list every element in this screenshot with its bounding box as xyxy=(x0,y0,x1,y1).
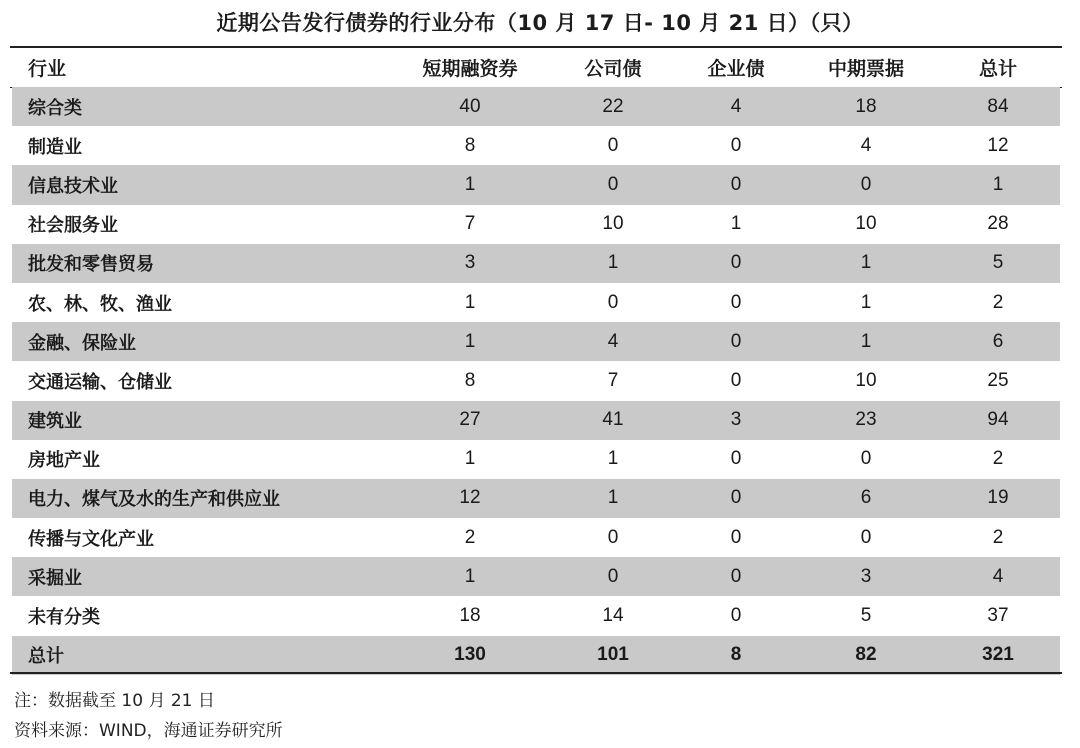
industry-cell: 农、林、牧、渔业 xyxy=(28,293,172,315)
industry-cell: 传播与文化产业 xyxy=(28,528,154,550)
value-cell: 0 xyxy=(607,134,619,156)
value-cell: 8 xyxy=(464,369,476,391)
total-label-cell: 总计 xyxy=(12,636,390,675)
value-cell: 94 xyxy=(936,401,1060,440)
table-row xyxy=(12,401,1060,440)
table-row xyxy=(12,518,1060,557)
value-cell: 12 xyxy=(390,479,550,518)
value-cell: 10 xyxy=(602,213,624,235)
bottom-rule xyxy=(10,672,1062,674)
value-cell: 84 xyxy=(936,87,1060,126)
value-cell: 0 xyxy=(550,165,676,204)
value-cell: 1 xyxy=(390,557,550,596)
value-cell: 3 xyxy=(796,557,936,596)
value-cell: 1 xyxy=(390,322,550,361)
value-cell: 0 xyxy=(676,479,796,518)
value-cell: 3 xyxy=(676,401,796,440)
value-cell: 0 xyxy=(730,291,742,313)
value-cell: 0 xyxy=(730,605,742,627)
value-cell: 1 xyxy=(730,213,742,235)
industry-cell: 电力、煤气及水的生产和供应业 xyxy=(12,479,390,518)
value-cell: 0 xyxy=(676,165,796,204)
table-row xyxy=(12,596,1060,635)
total-value-cell: 101 xyxy=(550,636,676,675)
value-cell: 5 xyxy=(936,244,1060,283)
value-cell: 14 xyxy=(602,605,624,627)
table-row xyxy=(12,479,1060,518)
table-row xyxy=(12,361,1060,400)
total-value-cell: 130 xyxy=(390,636,550,675)
industry-cell: 金融、保险业 xyxy=(12,322,390,361)
industry-distribution-table xyxy=(12,48,1060,675)
date-note: 注：数据截至 10 月 21 日 xyxy=(14,691,215,711)
table-row xyxy=(12,557,1060,596)
value-cell: 0 xyxy=(730,369,742,391)
value-cell: 28 xyxy=(987,213,1009,235)
value-cell: 1 xyxy=(390,165,550,204)
value-cell: 19 xyxy=(936,479,1060,518)
value-cell: 23 xyxy=(796,401,936,440)
industry-cell: 批发和零售贸易 xyxy=(12,244,390,283)
value-cell: 1 xyxy=(464,291,476,313)
industry-cell: 制造业 xyxy=(28,136,82,158)
value-cell: 1 xyxy=(936,165,1060,204)
value-cell: 1 xyxy=(607,448,619,470)
table-row xyxy=(12,283,1060,322)
industry-cell: 社会服务业 xyxy=(28,215,118,237)
value-cell: 0 xyxy=(860,526,872,548)
col-header-industry: 行业 xyxy=(28,58,67,80)
value-cell: 4 xyxy=(936,557,1060,596)
industry-cell: 未有分类 xyxy=(28,607,100,629)
industry-cell: 建筑业 xyxy=(12,401,390,440)
value-cell: 0 xyxy=(607,526,619,548)
value-cell: 25 xyxy=(987,369,1009,391)
table-row xyxy=(12,205,1060,244)
value-cell: 4 xyxy=(550,322,676,361)
value-cell: 1 xyxy=(796,322,936,361)
value-cell: 4 xyxy=(860,134,872,156)
value-cell: 1 xyxy=(860,291,872,313)
industry-cell: 房地产业 xyxy=(28,450,100,472)
value-cell: 5 xyxy=(860,605,872,627)
table-title: 近期公告发行债券的行业分布（10 月 17 日- 10 月 21 日）（只） xyxy=(216,11,864,35)
table-row xyxy=(12,322,1060,361)
value-cell: 0 xyxy=(730,448,742,470)
value-cell: 12 xyxy=(987,134,1009,156)
value-cell: 0 xyxy=(676,244,796,283)
value-cell: 10 xyxy=(855,213,877,235)
col-header-medium-term-note: 中期票据 xyxy=(827,58,904,80)
header-row xyxy=(12,48,1060,87)
value-cell: 6 xyxy=(936,322,1060,361)
value-cell: 6 xyxy=(796,479,936,518)
table-row xyxy=(12,440,1060,479)
total-value-cell: 321 xyxy=(936,636,1060,675)
value-cell: 2 xyxy=(992,448,1004,470)
col-header-corporate-bond: 公司债 xyxy=(584,58,642,80)
value-cell: 8 xyxy=(464,134,476,156)
industry-cell: 信息技术业 xyxy=(12,165,390,204)
col-header-total: 总计 xyxy=(978,58,1017,80)
industry-cell: 综合类 xyxy=(12,87,390,126)
value-cell: 0 xyxy=(676,322,796,361)
table-row xyxy=(12,87,1060,126)
value-cell: 3 xyxy=(390,244,550,283)
value-cell: 1 xyxy=(796,244,936,283)
value-cell: 0 xyxy=(796,165,936,204)
value-cell: 0 xyxy=(730,526,742,548)
value-cell: 0 xyxy=(607,291,619,313)
value-cell: 18 xyxy=(459,605,481,627)
value-cell: 1 xyxy=(550,244,676,283)
value-cell: 0 xyxy=(730,134,742,156)
total-value-cell: 82 xyxy=(796,636,936,675)
value-cell: 2 xyxy=(464,526,476,548)
table-row xyxy=(12,126,1060,165)
total-value-cell: 8 xyxy=(676,636,796,675)
industry-cell: 交通运输、仓储业 xyxy=(28,371,172,393)
value-cell: 1 xyxy=(550,479,676,518)
value-cell: 7 xyxy=(464,213,476,235)
table-row xyxy=(12,244,1060,283)
value-cell: 2 xyxy=(992,526,1004,548)
value-cell: 40 xyxy=(390,87,550,126)
value-cell: 10 xyxy=(855,369,877,391)
value-cell: 1 xyxy=(464,448,476,470)
value-cell: 41 xyxy=(550,401,676,440)
value-cell: 22 xyxy=(550,87,676,126)
value-cell: 7 xyxy=(607,369,619,391)
source-note: 资料来源：WIND，海通证券研究所 xyxy=(14,721,283,741)
value-cell: 0 xyxy=(860,448,872,470)
value-cell: 0 xyxy=(550,557,676,596)
value-cell: 18 xyxy=(796,87,936,126)
value-cell: 27 xyxy=(390,401,550,440)
col-header-short-term-financing: 短期融资券 xyxy=(422,58,518,80)
col-header-enterprise-bond: 企业债 xyxy=(707,58,765,80)
value-cell: 4 xyxy=(676,87,796,126)
total-row xyxy=(12,636,1060,675)
value-cell: 0 xyxy=(676,557,796,596)
value-cell: 2 xyxy=(992,291,1004,313)
value-cell: 37 xyxy=(987,605,1009,627)
industry-cell: 采掘业 xyxy=(12,557,390,596)
table-row xyxy=(12,165,1060,204)
